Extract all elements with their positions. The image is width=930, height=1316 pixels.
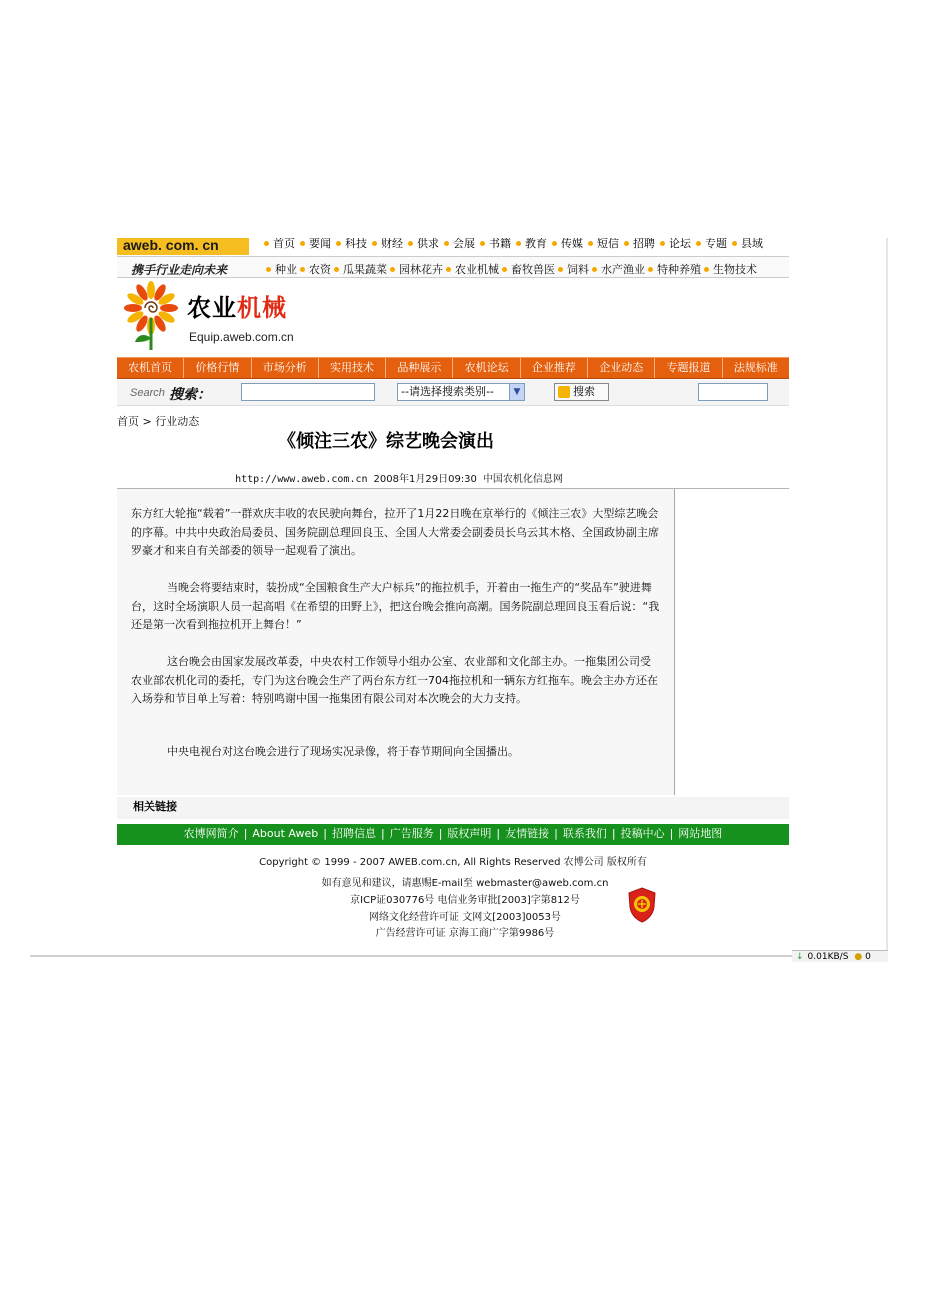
footer-nav-item[interactable]: 网站地图 [678,827,723,840]
bullet-icon [266,267,271,272]
bullet-icon [480,241,485,246]
main-nav [117,357,789,379]
logo-subtitle: Equip.aweb.com.cn [189,330,294,344]
bullet-icon [588,241,593,246]
top-nav-item[interactable]: 书籍 [489,238,511,250]
separator: | [611,827,616,840]
top-nav-item[interactable]: 科技 [345,238,367,250]
top-nav-item[interactable]: 财经 [381,238,403,250]
search-button[interactable] [554,383,609,401]
category-nav-item[interactable]: 水产渔业 [601,263,645,276]
viewport-bottom-edge [30,955,888,957]
category-nav-item[interactable]: 农资 [309,263,331,276]
category-nav-item[interactable]: 瓜果蔬菜 [343,263,387,276]
contact-text: 如有意见和建议，请惠赐E-mail至 webmaster@aweb.com.cn [321,878,609,889]
separator: | [496,827,501,840]
bullet-icon [336,241,341,246]
domain-badge[interactable]: aweb. com. cn [117,238,249,255]
category-nav [263,261,757,277]
ad-license: 广告经营许可证 京海工商广字第9986号 [375,928,555,939]
logo-title [187,288,287,323]
main-nav-tab[interactable]: 农机首页 [117,358,184,378]
search-person-icon [558,386,570,398]
separator: | [438,827,443,840]
main-nav-tab[interactable]: 农机论坛 [453,358,520,378]
top-nav-item[interactable]: 招聘 [633,238,655,250]
top-nav-item[interactable]: 短信 [597,238,619,250]
article-url[interactable]: http://www.aweb.com.cn [235,474,368,485]
footer-nav-item[interactable]: 招聘信息 [331,827,376,840]
article-paragraph: 这台晚会由国家发展改革委，中央农村工作领导小组办公室、农业部和文化部主办。一拖集团公司受农业部农机化司的委托，专门为这台晚会生产了两台东方红一704拖拉机和一辆东方红拖车。晚会主办方还在入场券和节目单上写着：特别鸣谢中国一拖集团有限公司对本次晚会的大力支持。 [131,655,658,705]
search-input[interactable] [241,383,375,401]
bullet-icon [624,241,629,246]
main-nav-tab[interactable]: 实用技术 [319,358,386,378]
related-links-header: 相关链接 [117,797,789,819]
search-label: Search [130,387,165,399]
main-nav-tab[interactable]: 法规标准 [733,361,778,374]
right-sidebar [675,489,789,795]
search-category-value: --请选择搜索类别-- [401,385,494,398]
main-nav-tab[interactable]: 企业推荐 [521,358,588,378]
search-category-select[interactable] [397,383,525,401]
search-button-label: 搜索 [573,385,595,398]
category-nav-item[interactable]: 园林花卉 [399,263,443,276]
bullet-icon [390,267,395,272]
bullet-icon [552,241,557,246]
article-paragraph: 东方红大轮拖“载着”一群欢庆丰收的农民驶向舞台，拉开了1月22日晚在京举行的《倾注三农》大型综艺晚会的序幕。中共中央政治局委员、国务院副总理回良玉、全国人大常委会副委员长乌云其木格、全国政协副主席罗豪才和来自有关部委的领导一起观看了演出。 [131,507,659,557]
bullet-icon [502,267,507,272]
bullet-icon [264,241,269,246]
bullet-icon [446,267,451,272]
footer-nav [117,824,789,845]
icp-license: 京ICP证030776号 电信业务审批[2003]字第812号 [350,895,580,906]
top-nav [261,238,789,252]
footer-nav-item[interactable]: 版权声明 [447,827,492,840]
copyright-text: Copyright © 1999 - 2007 AWEB.com.cn, All Rights Reserved 农博公司 版权所有 [259,857,647,868]
top-nav-item[interactable]: 县域 [741,238,763,250]
article-body [117,489,675,795]
bullet-icon [660,241,665,246]
separator: | [323,827,327,840]
main-nav-tab[interactable]: 价格行情 [184,358,251,378]
footer-nav-item[interactable]: 广告服务 [389,827,434,840]
download-arrow-icon: ↓ [796,952,804,962]
site-logo[interactable] [123,280,323,352]
article-paragraph: 当晚会将要结束时，装扮成“全国粮食生产大户标兵”的拖拉机手，开着由一拖生产的“奖品车”驶进舞台，这时全场演职人员一起高唱《在希望的田野上》，把这台晚会推向高潮。国务院副总理回良玉看后说：“我还是第一次看到拖拉机开上舞台！” [131,581,660,631]
bullet-icon [516,241,521,246]
status-count: 0 [865,952,871,962]
footer-nav-item[interactable]: 友情链接 [505,827,550,840]
search-title: 搜索： [169,387,211,403]
logo-title-red: 机械 [237,293,287,322]
footer-nav-item[interactable]: 联系我们 [562,827,607,840]
main-nav-tab[interactable]: 专题报道 [655,358,722,378]
category-nav-item[interactable]: 畜牧兽医 [511,263,555,276]
chevron-down-icon[interactable]: ▼ [509,384,524,400]
separator: | [669,827,674,840]
sunflower-icon [123,280,181,352]
main-nav-tab[interactable]: 企业动态 [588,358,655,378]
bullet-icon [300,267,305,272]
bullet-icon [592,267,597,272]
footer-nav-item[interactable]: 农博网简介 [183,827,239,840]
bullet-icon [732,241,737,246]
category-nav-item[interactable]: 饲料 [567,263,589,276]
top-nav-item[interactable]: 首页 [273,238,295,250]
article-date: 2008年1月29日09:30 [373,474,477,485]
top-strip [117,238,789,256]
article-paragraph: 中央电视台对这台晚会进行了现场实况录像，将于春节期间向全国播出。 [167,745,519,758]
culture-license: 网络文化经营许可证 文网文[2003]0053号 [369,912,561,923]
bullet-icon [300,241,305,246]
category-nav-item[interactable]: 农业机械 [455,263,499,276]
bullet-icon [408,241,413,246]
separator: | [554,827,558,840]
category-nav-item[interactable]: 种业 [275,263,297,276]
bullet-icon [558,267,563,272]
top-nav-item[interactable]: 教育 [525,238,547,250]
bullet-icon [334,267,339,272]
top-nav-item[interactable]: 会展 [453,238,475,250]
bullet-icon [372,241,377,246]
viewport-right-edge [886,238,888,958]
site-slogan: 携手行业走向未来 [131,263,228,277]
top-nav-item[interactable]: 供求 [417,238,439,250]
police-badge-icon[interactable] [627,887,657,923]
breadcrumb[interactable]: 首页 > 行业动态 [117,415,200,428]
top-nav-item[interactable]: 要闻 [309,238,331,250]
footer-nav-item[interactable]: About Aweb [252,827,319,840]
category-nav-item[interactable]: 生物技术 [713,263,757,276]
separator: | [380,827,385,840]
article-meta [117,470,681,485]
top-nav-item[interactable]: 专题 [705,238,727,250]
top-nav-item[interactable]: 论坛 [669,238,691,250]
bullet-icon [696,241,701,246]
status-speed: 0.01KB/S [807,952,849,962]
slogan-row [117,256,789,278]
separator: | [243,827,248,840]
footer-nav-item[interactable]: 投稿中心 [620,827,665,840]
status-lock-icon: ● [854,952,863,962]
article-title: 《倾注三农》综艺晚会演出 [278,431,494,452]
bullet-icon [444,241,449,246]
article-source: 中国农机化信息网 [482,474,563,485]
bullet-icon [704,267,709,272]
search-bar [117,380,789,406]
logo-title-black: 农业 [187,293,237,322]
top-nav-item[interactable]: 传媒 [561,238,583,250]
bullet-icon [648,267,653,272]
main-nav-tab[interactable]: 市场分析 [252,358,319,378]
category-nav-item[interactable]: 特种养殖 [657,263,701,276]
secondary-search-input[interactable] [698,383,768,401]
main-nav-tab[interactable]: 品种展示 [386,358,453,378]
status-bar [792,950,888,962]
